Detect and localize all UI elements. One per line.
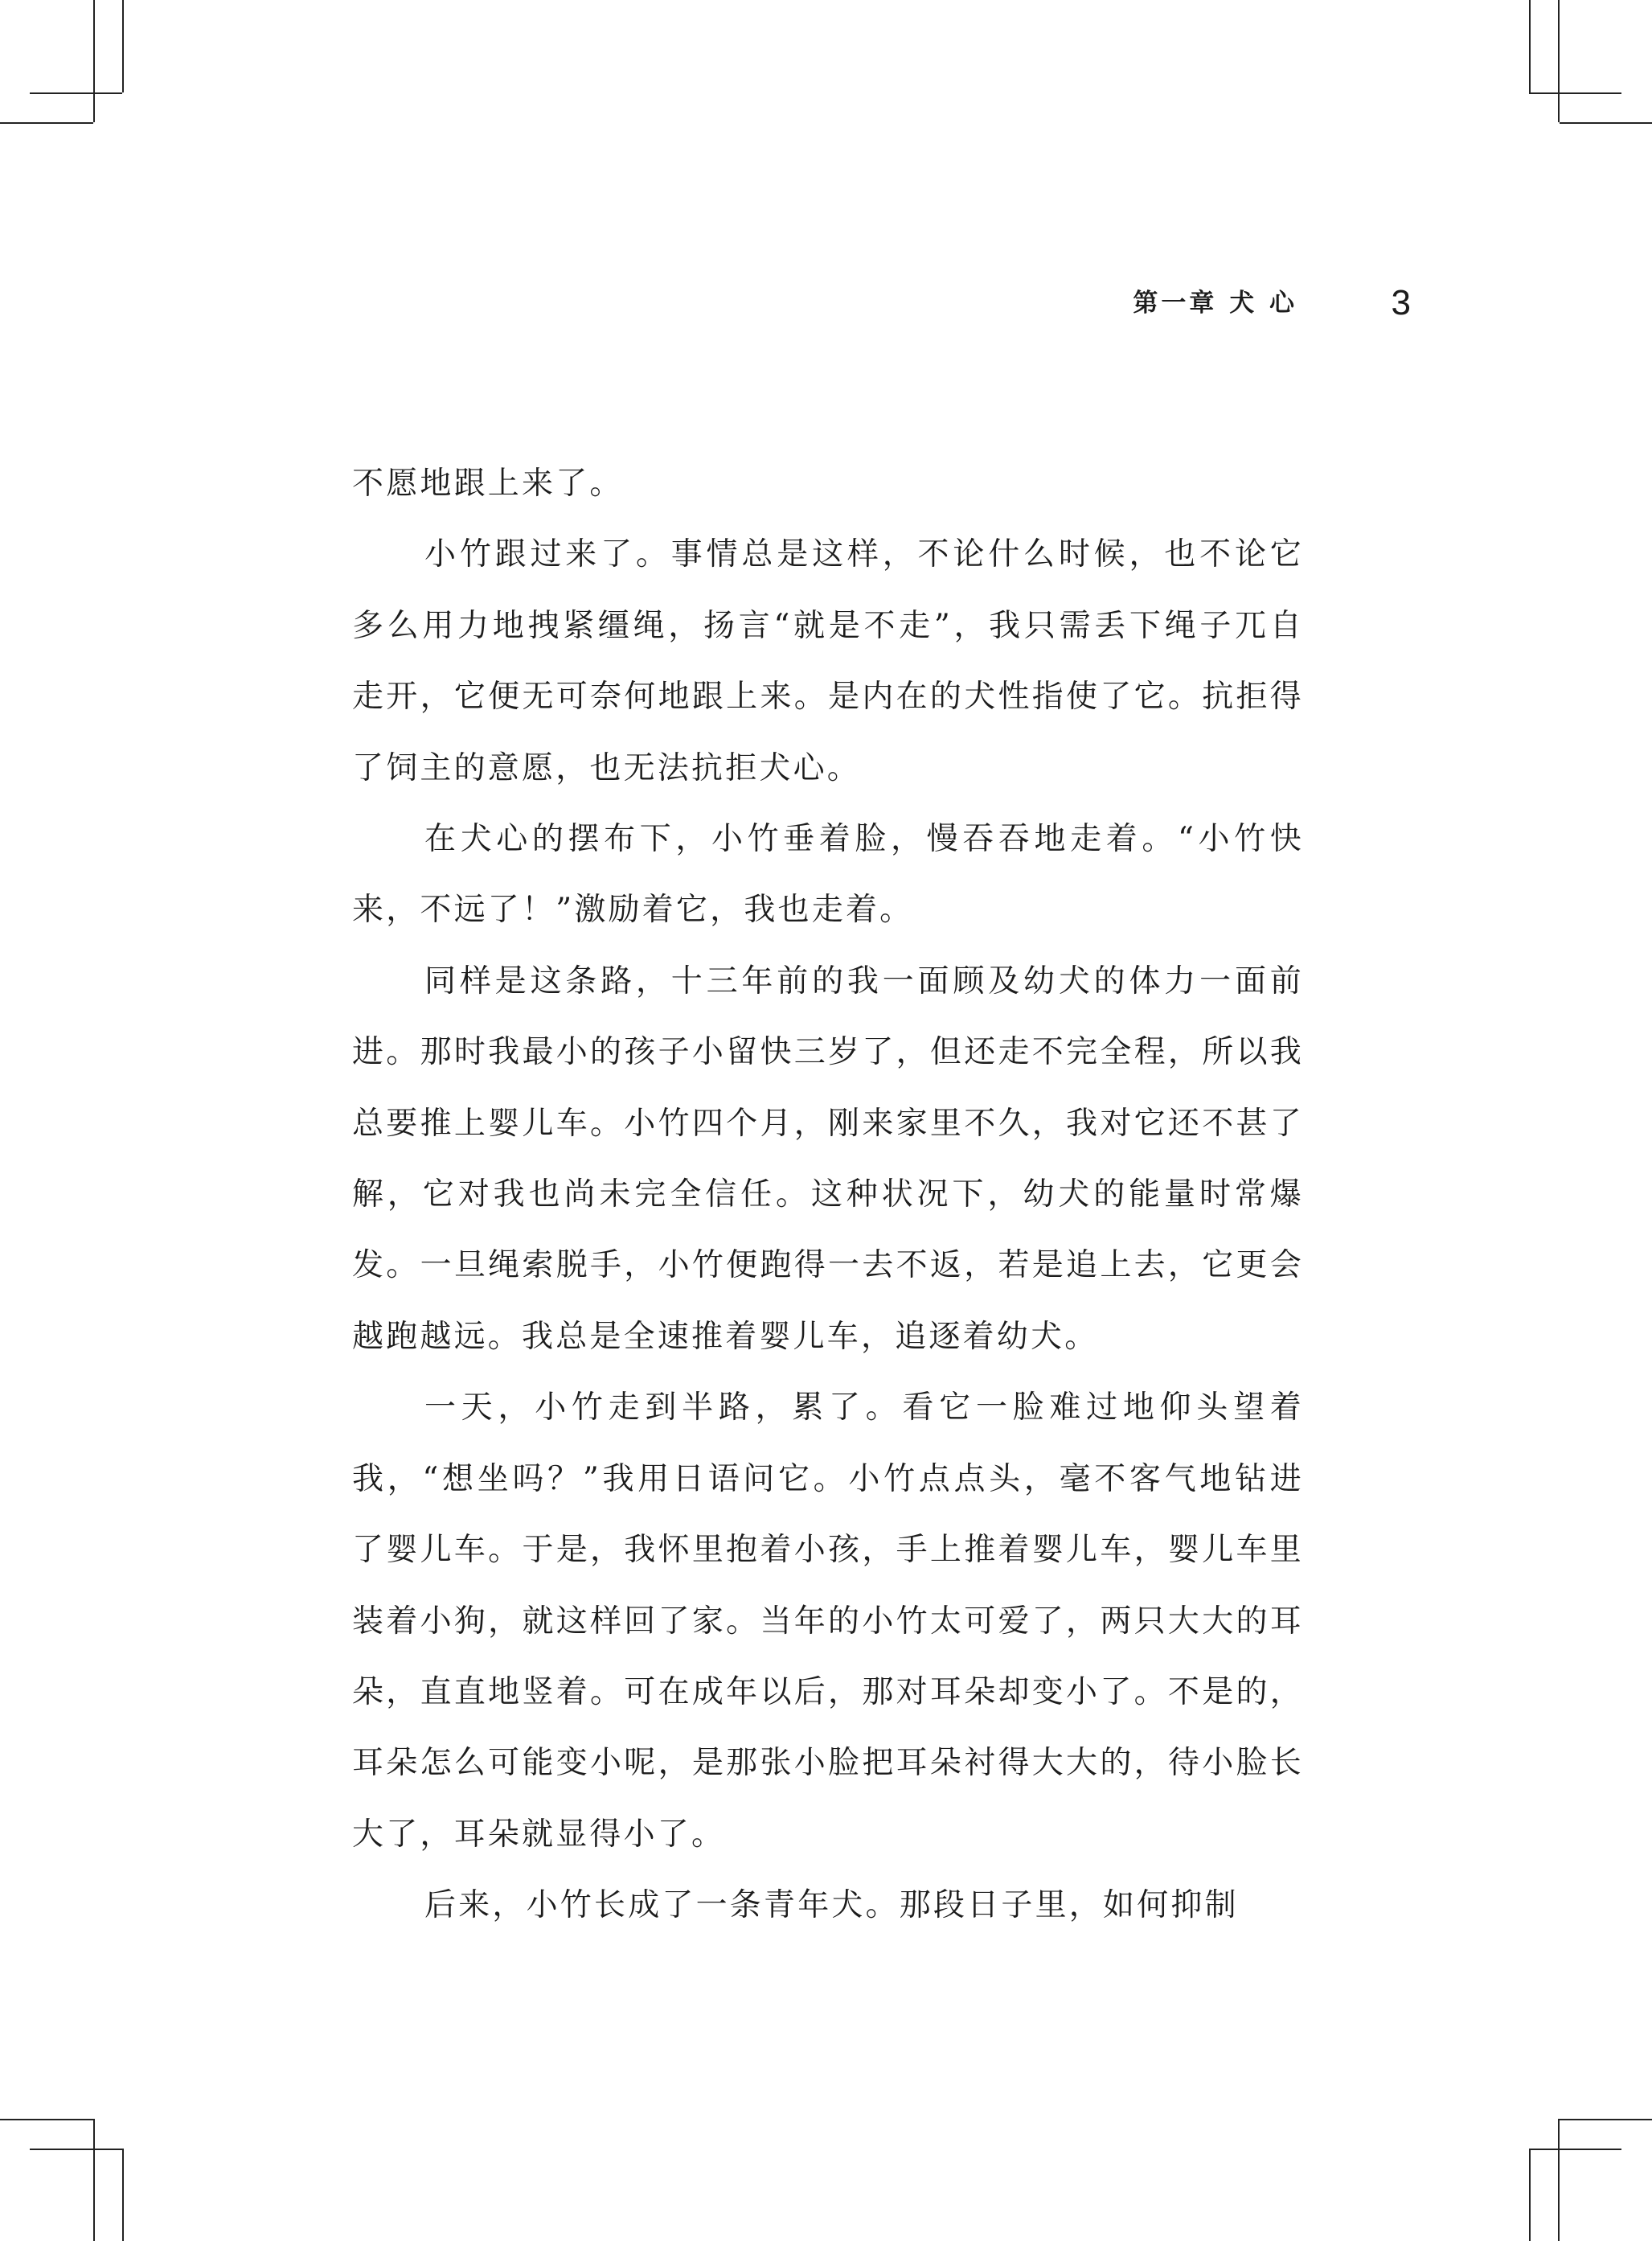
crop-mark-top-right-vertical — [1558, 0, 1560, 122]
crop-mark-top-right-horizontal-inner — [1529, 92, 1621, 94]
crop-mark-bottom-left-horizontal — [0, 2119, 93, 2120]
crop-mark-top-left-horizontal-inner — [30, 92, 122, 94]
crop-mark-bottom-right-horizontal-inner — [1529, 2149, 1621, 2150]
paragraph: 在犬心的摆布下，小竹垂着脸，慢吞吞地走着。“小竹快来，不远了！”激励着它，我也走着。 — [352, 821, 1304, 929]
chapter-title: 第一章 犬 心 — [1133, 289, 1297, 318]
crop-mark-top-left-vertical-inner — [122, 0, 124, 92]
crop-mark-top-right-horizontal — [1560, 122, 1652, 124]
crop-mark-top-right-vertical-inner — [1529, 0, 1531, 92]
body-text — [352, 449, 1304, 1942]
crop-mark-bottom-left-horizontal-inner — [30, 2149, 122, 2150]
crop-mark-bottom-left-vertical — [93, 2119, 95, 2241]
crop-mark-bottom-right-vertical-inner — [1529, 2149, 1531, 2241]
paragraph: 后来，小竹长成了一条青年犬。那段日子里，如何抑制 — [424, 1887, 1239, 1924]
paragraph: 同样是这条路，十三年前的我一面顾及幼犬的体力一面前进。那时我最小的孩子小留快三岁了，但还走不完全程，所以我总要推上婴儿车。小竹四个月，刚来家里不久，我对它还不甚了解，它对我也尚未完全信任。这种状况下，幼犬的能量时常爆发。一旦绳索脱手，小竹便跑得一去不返，若是追上去，它更会越跑越远。我总是全速推着婴儿车，追逐着幼犬。 — [352, 962, 1304, 1355]
paragraph: 不愿地跟上来了。 — [352, 466, 624, 502]
crop-mark-top-left-horizontal — [0, 122, 93, 124]
running-header — [1129, 283, 1419, 323]
crop-mark-top-left-vertical — [93, 0, 95, 122]
crop-mark-bottom-right-vertical — [1558, 2119, 1560, 2241]
paragraph: 小竹跟过来了。事情总是这样，不论什么时候，也不论它多么用力地拽紧缰绳，扬言“就是不走”，我只需丢下绳子兀自走开，它便无可奈何地跟上来。是内在的犬性指使了它。抗拒得了饲主的意愿，也无法抗拒犬心。 — [352, 536, 1304, 786]
crop-mark-bottom-right-horizontal — [1560, 2119, 1652, 2120]
page-number: 3 — [1391, 283, 1411, 322]
crop-mark-bottom-left-vertical-inner — [122, 2149, 124, 2241]
paragraph: 一天，小竹走到半路，累了。看它一脸难过地仰头望着我，“想坐吗？”我用日语问它。小竹点点头，毫不客气地钻进了婴儿车。于是，我怀里抱着小孩，手上推着婴儿车，婴儿车里装着小狗，就这样回了家。当年的小竹太可爱了，两只大大的耳朵，直直地竖着。可在成年以后，那对耳朵却变小了。不是的，耳朵怎么可能变小呢，是那张小脸把耳朵衬得大大的，待小脸长大了，耳朵就显得小了。 — [352, 1389, 1304, 1853]
